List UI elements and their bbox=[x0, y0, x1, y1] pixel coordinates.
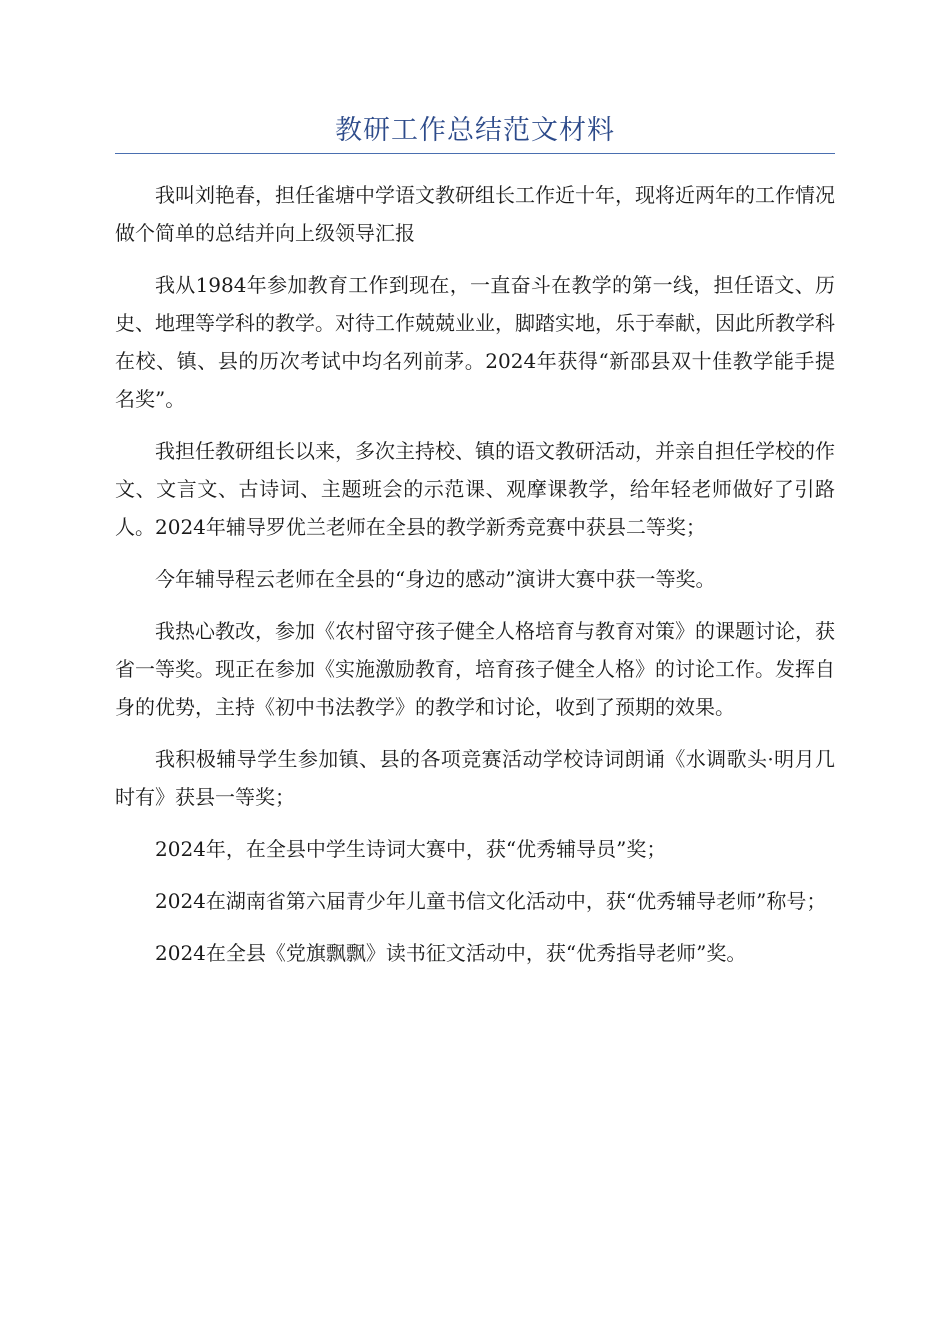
paragraph: 我热心教改，参加《农村留守孩子健全人格培育与教育对策》的课题讨论，获省一等奖。现正在参加《实施激励教育，培育孩子健全人格》的讨论工作。发挥自身的优势，主持《初中书法教学》的教学和讨论，收到了预期的效果。 bbox=[115, 619, 835, 719]
paragraph: 2024年，在全县中学生诗词大赛中，获“优秀辅导员”奖； bbox=[155, 837, 667, 861]
paragraph: 我担任教研组长以来，多次主持校、镇的语文教研活动，并亲自担任学校的作文、文言文、古诗词、主题班会的示范课、观摩课教学，给年轻老师做好了引路人。2024年辅导罗优兰老师在全县的教学新秀竞赛中获县二等奖； bbox=[115, 439, 835, 539]
paragraph: 我积极辅导学生参加镇、县的各项竞赛活动学校诗词朗诵《水调歌头·明月几时有》获县一等奖； bbox=[115, 747, 835, 809]
paragraph: 2024在湖南省第六届青少年儿童书信文化活动中，获“优秀辅导老师”称号； bbox=[155, 889, 827, 913]
paragraph: 今年辅导程云老师在全县的“身边的感动”演讲大赛中获一等奖。 bbox=[155, 567, 716, 591]
document-title: 教研工作总结范文材料 bbox=[335, 115, 615, 146]
document-body bbox=[115, 176, 835, 986]
paragraph: 我叫刘艳春，担任雀塘中学语文教研组长工作近十年，现将近两年的工作情况做个简单的总结并向上级领导汇报 bbox=[115, 183, 835, 245]
paragraph: 2024在全县《党旗飘飘》读书征文活动中，获“优秀指导老师”奖。 bbox=[155, 941, 747, 965]
title-underline bbox=[115, 153, 835, 154]
paragraph: 我从1984年参加教育工作到现在，一直奋斗在教学的第一线，担任语文、历史、地理等学科的教学。对待工作兢兢业业，脚踏实地，乐于奉献，因此所教学科在校、镇、县的历次考试中均名列前茅。2024年获得“新邵县双十佳教学能手提名奖”。 bbox=[115, 273, 835, 411]
